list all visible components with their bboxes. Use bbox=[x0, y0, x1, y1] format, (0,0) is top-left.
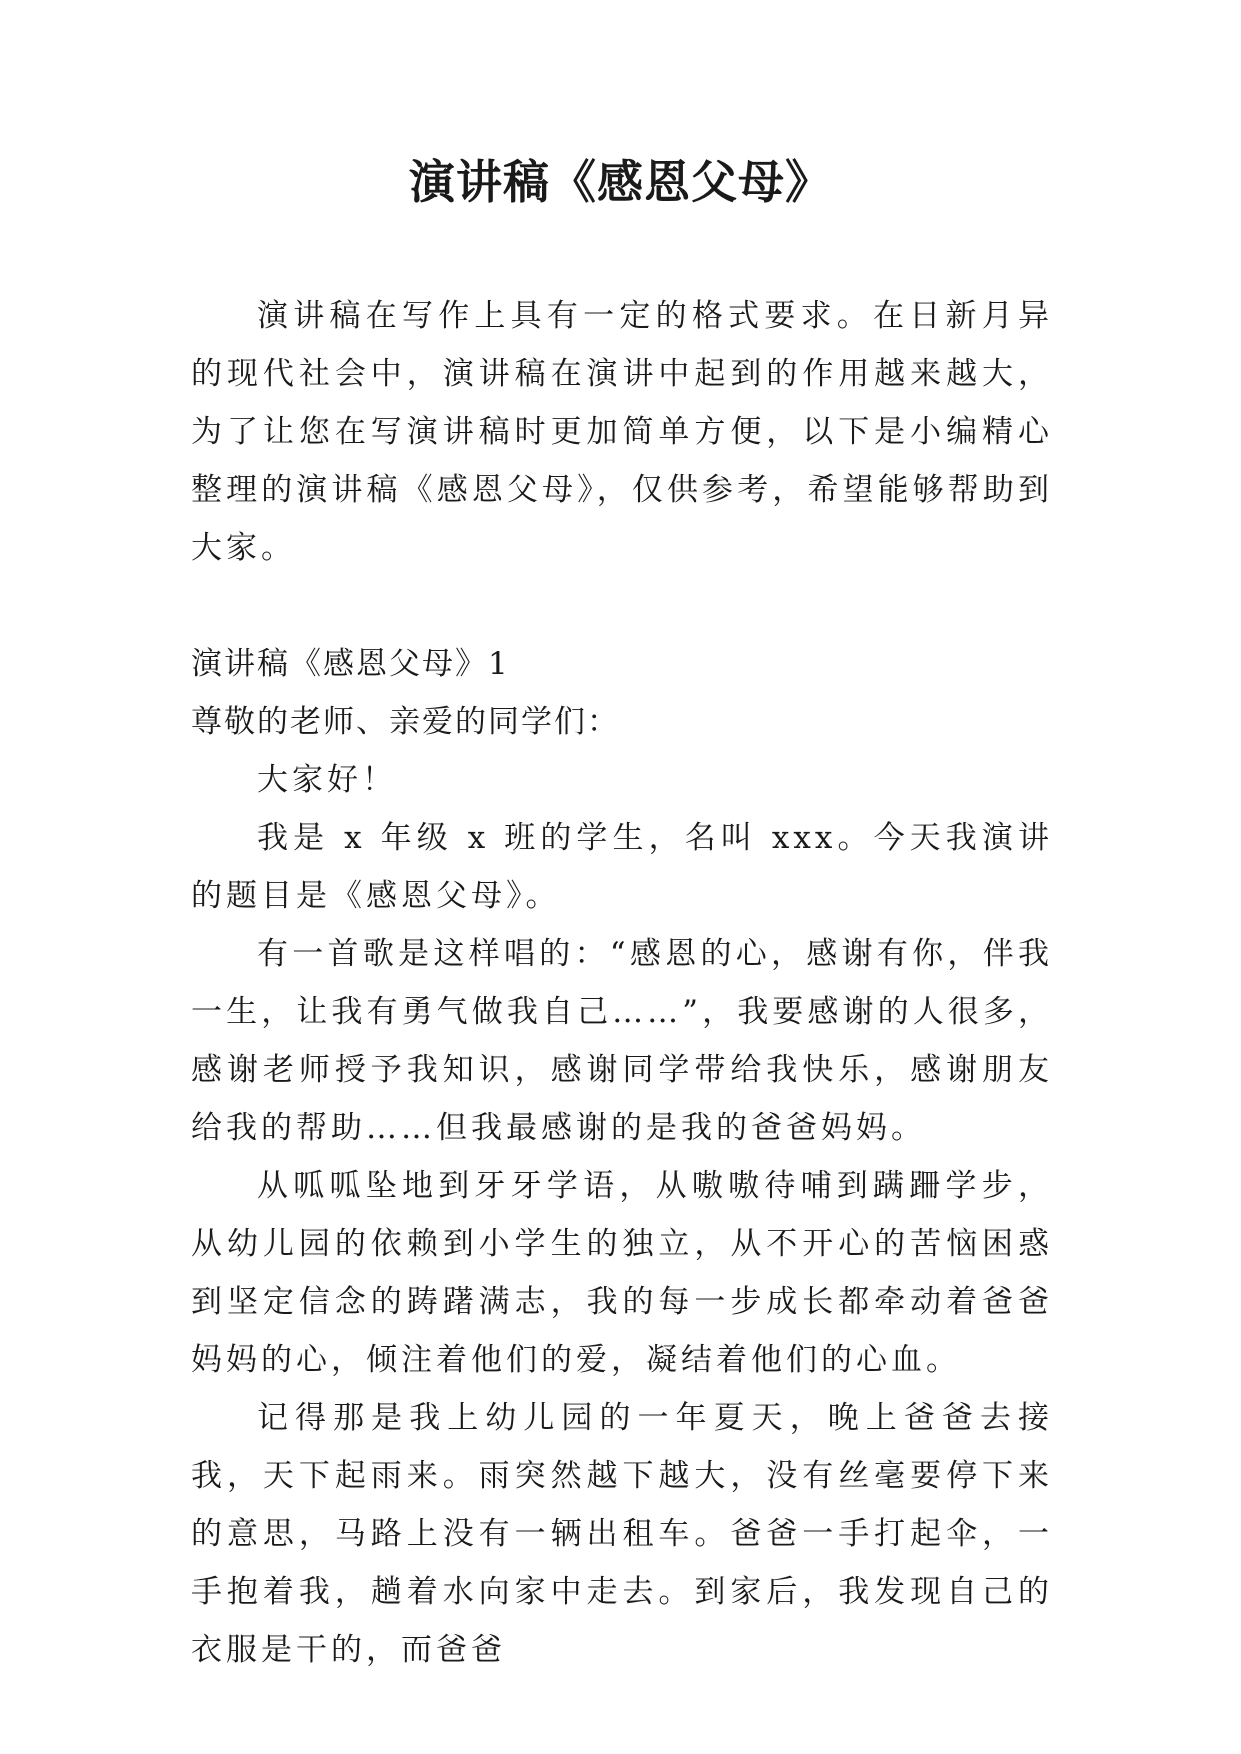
body-paragraph: 大家好！ bbox=[257, 762, 397, 798]
section-heading: 演讲稿《感恩父母》1 bbox=[191, 646, 510, 682]
intro-paragraph: 演讲稿在写作上具有一定的格式要求。在日新月异的现代社会中，演讲稿在演讲中起到的作用越来越大，为了让您在写演讲稿时更加简单方便，以下是小编精心整理的演讲稿《感恩父母》，仅供参考，希望能够帮助到大家。 bbox=[191, 298, 1053, 566]
body-paragraph: 记得那是我上幼儿园的一年夏天，晚上爸爸去接我，天下起雨来。雨突然越下越大，没有丝毫要停下来的意思，马路上没有一辆出租车。爸爸一手打起伞，一手抱着我，趟着水向家中走去。到家后，我发现自己的衣服是干的，而爸爸 bbox=[191, 1400, 1053, 1668]
body-paragraph: 有一首歌是这样唱的：“感恩的心，感谢有你，伴我一生，让我有勇气做我自己……”，我要感谢的人很多，感谢老师授予我知识，感谢同学带给我快乐，感谢朋友给我的帮助……但我最感谢的是我的爸爸妈妈。 bbox=[191, 936, 1053, 1146]
salutation: 尊敬的老师、亲爱的同学们： bbox=[191, 704, 620, 740]
document-title: 演讲稿《感恩父母》 bbox=[409, 155, 832, 209]
document-body bbox=[191, 287, 1053, 1679]
body-paragraph: 我是 x 年级 x 班的学生，名叫 xxx。今天我演讲的题目是《感恩父母》。 bbox=[191, 820, 1053, 914]
body-paragraph: 从呱呱坠地到牙牙学语，从嗷嗷待哺到蹒跚学步，从幼儿园的依赖到小学生的独立，从不开心的苦恼困惑到坚定信念的踌躇满志，我的每一步成长都牵动着爸爸妈妈的心，倾注着他们的爱，凝结着他们的心血。 bbox=[191, 1168, 1053, 1378]
